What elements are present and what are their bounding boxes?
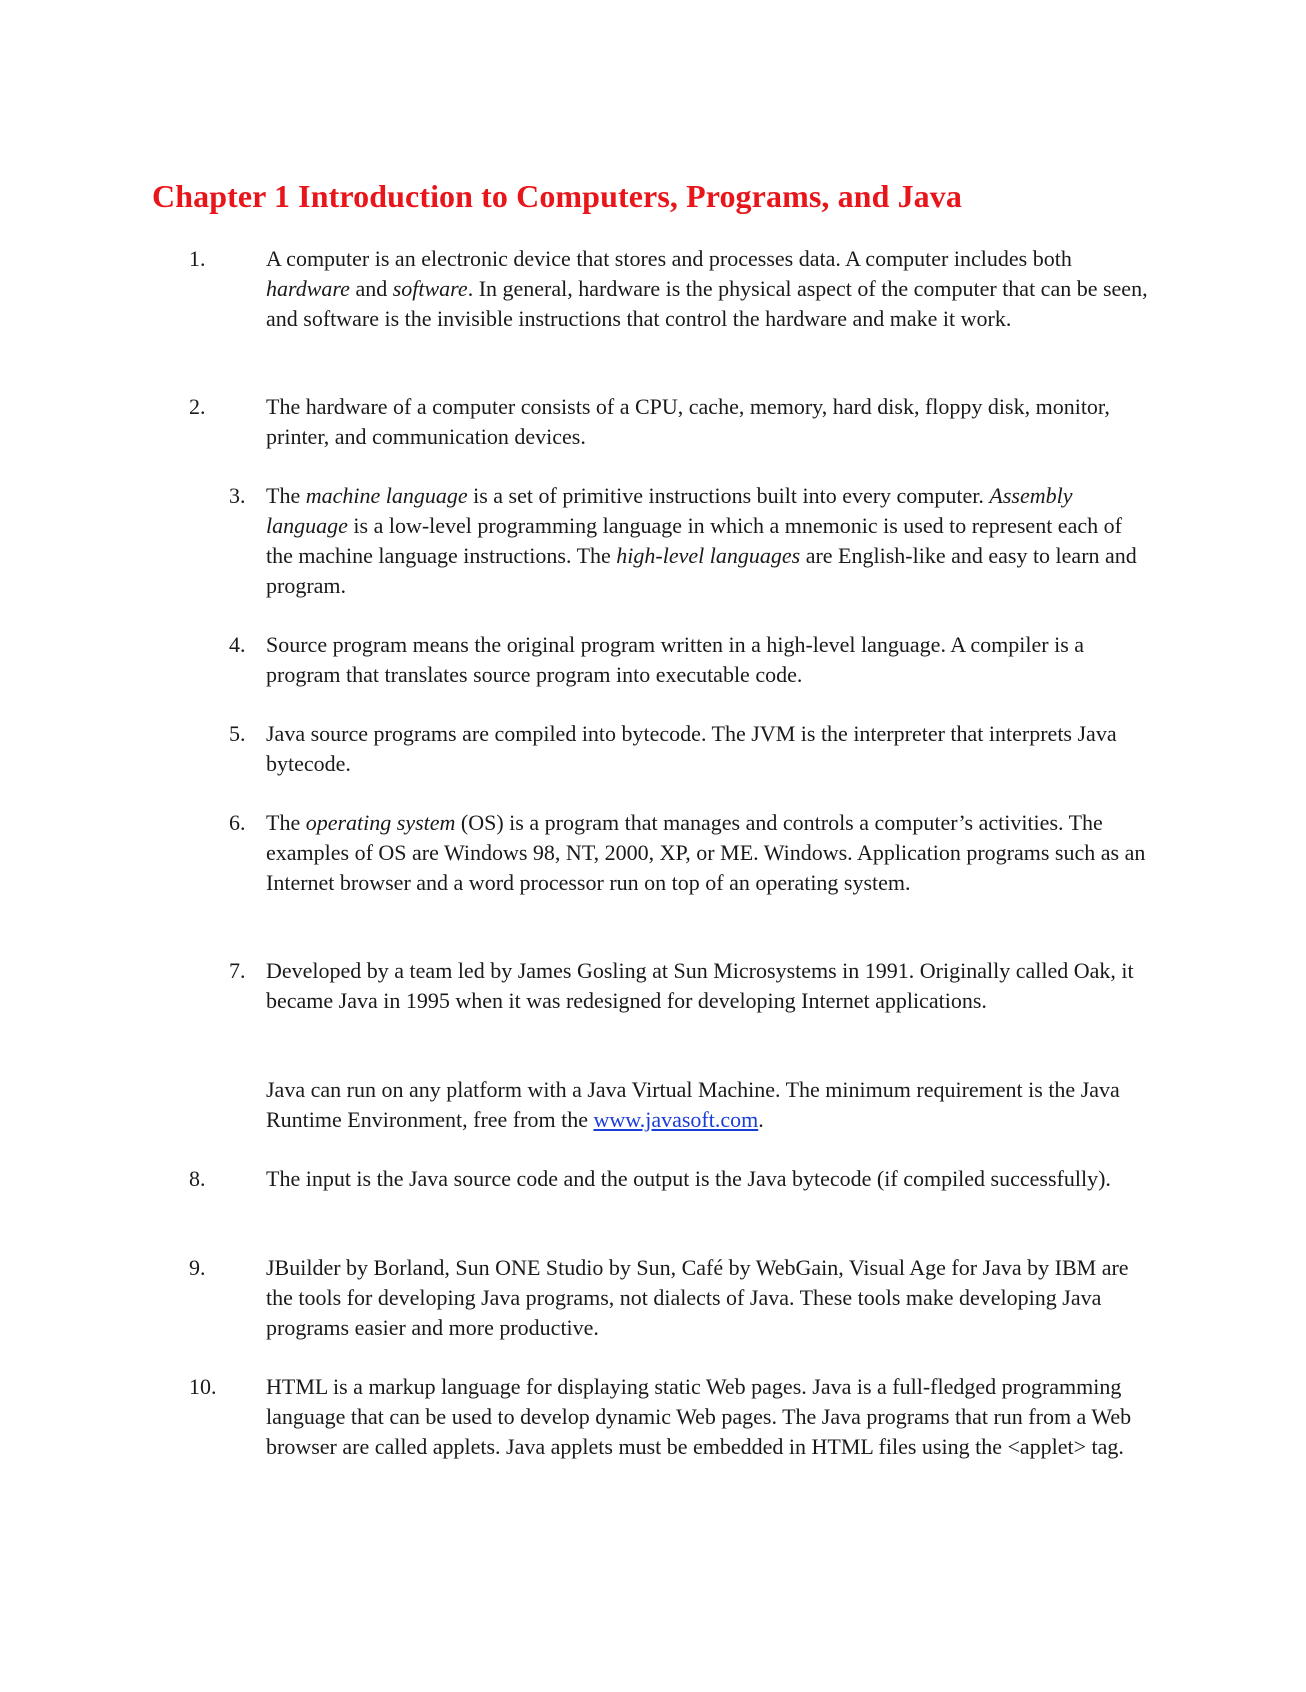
item-number: 9. <box>189 1255 206 1280</box>
item-text: Source program means the original program written in a high-level language. A compiler is a program that translates source program into executable code. <box>266 632 1085 687</box>
item-number: 6. <box>229 810 246 835</box>
item-text: Java can run on any platform with a Java Virtual Machine. The minimum requirement is the Java Runtime Environment, free from the www.javasoft.com. <box>266 1077 1120 1132</box>
item-text: The machine language is a set of primitive instructions built into every computer. Assembly language is a low-level programming language in which a mnemonic is used to represent each of the machine language instructions. The high-level languages are English-like and easy to learn and program. <box>266 483 1137 598</box>
item-number: 1. <box>189 246 206 271</box>
item-number: 8. <box>189 1166 206 1191</box>
item-number: 3. <box>229 483 246 508</box>
item-number: 2. <box>189 394 206 419</box>
item-text: The operating system (OS) is a program that manages and controls a computer’s activities. The examples of OS are Windows 98, NT, 2000, XP, or ME. Windows. Application programs such as an Internet browser and a word processor run on top of an operating system. <box>266 810 1146 895</box>
item-text: The hardware of a computer consists of a CPU, cache, memory, hard disk, floppy disk, monitor, printer, and communication devices. <box>266 394 1110 449</box>
item-text: Developed by a team led by James Gosling at Sun Microsystems in 1991. Originally called Oak, it became Java in 1995 when it was redesigned for developing Internet applications. <box>266 958 1134 1013</box>
item-number: 7. <box>229 958 246 983</box>
item-text: Java source programs are compiled into bytecode. The JVM is the interpreter that interprets Java bytecode. <box>266 721 1117 776</box>
item-text: The input is the Java source code and the output is the Java bytecode (if compiled successfully). <box>266 1166 1111 1191</box>
item-text: HTML is a markup language for displaying static Web pages. Java is a full-fledged programming language that can be used to develop dynamic Web pages. The Java programs that run from a Web browser are called applets. Java applets must be embedded in HTML files using the <applet> tag. <box>266 1374 1132 1459</box>
item-text: JBuilder by Borland, Sun ONE Studio by Sun, Café by WebGain, Visual Age for Java by IBM are the tools for developing Java programs, not dialects of Java. These tools make developing Java programs easier and more productive. <box>266 1255 1129 1340</box>
item-number: 4. <box>229 632 246 657</box>
item-number: 5. <box>229 721 246 746</box>
chapter-title: Chapter 1 Introduction to Computers, Programs, and Java <box>152 178 962 214</box>
javasoft-link[interactable]: www.javasoft.com <box>593 1107 759 1132</box>
item-number: 10. <box>189 1374 217 1399</box>
item-text: A computer is an electronic device that stores and processes data. A computer includes both hardware and software. In general, hardware is the physical aspect of the computer that can be seen, and software is the invisible instructions that control the hardware and make it work. <box>266 246 1148 331</box>
